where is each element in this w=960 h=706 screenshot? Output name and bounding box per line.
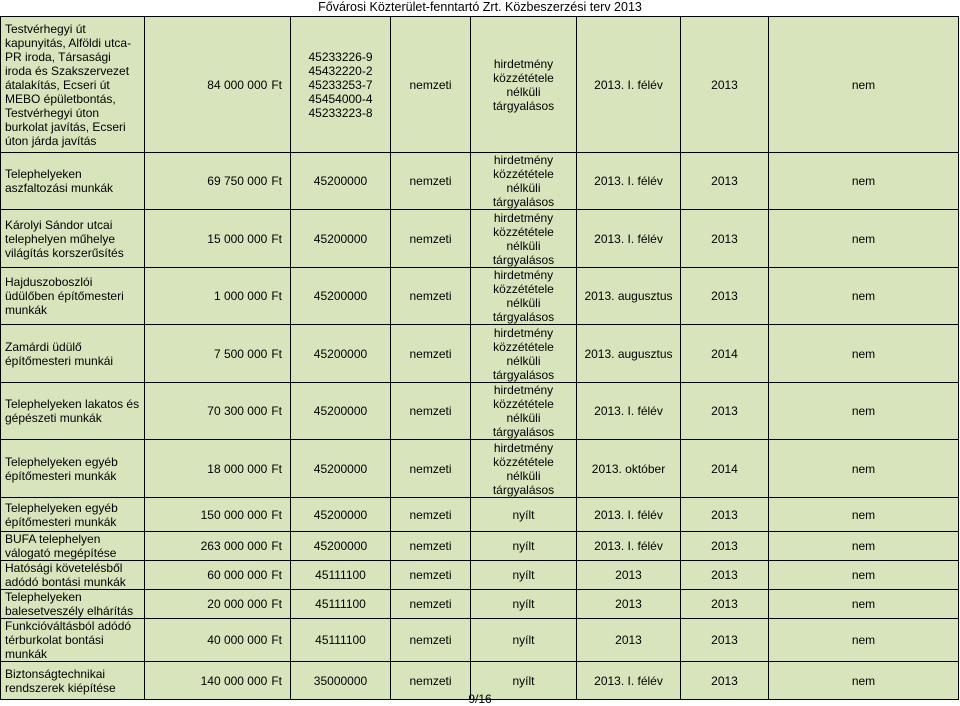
project-name-cell: Hajduszoboszlói üdülőben építőmesteri munkák — [1, 268, 145, 325]
end-year-cell: 2013 — [681, 153, 769, 210]
start-date-cell: 2013. I. félév — [577, 383, 681, 440]
procedure-cell: nyílt — [471, 662, 577, 700]
end-year-cell: 2013 — [681, 268, 769, 325]
amount-cell — [145, 498, 291, 532]
start-date-cell: 2013. I. félév — [577, 662, 681, 700]
project-name-cell: Telephelyeken aszfaltozási munkák — [1, 153, 145, 210]
currency-label: Ft — [271, 289, 282, 303]
amount-cell — [145, 153, 291, 210]
amount-cell — [145, 383, 291, 440]
amount-value: 1 000 000 — [213, 289, 268, 303]
flag-cell: nem — [769, 153, 959, 210]
flag-cell: nem — [769, 561, 959, 590]
table-row — [1, 383, 959, 440]
scope-cell: nemzeti — [391, 268, 471, 325]
scope-cell: nemzeti — [391, 383, 471, 440]
project-name-cell: Telephelyeken egyéb építőmesteri munkák — [1, 498, 145, 532]
scope-cell: nemzeti — [391, 17, 471, 153]
cpv-code-cell: 45111100 — [291, 561, 391, 590]
flag-cell: nem — [769, 619, 959, 662]
table-row — [1, 440, 959, 498]
project-name-cell: Hatósági követelésből adódó bontási munkák — [1, 561, 145, 590]
project-name-cell: Testvérhegyi út kapunyitás, Alföldi utca-PR iroda, Társasági iroda és Szakszervezet átalakítás, Ecseri út MEBO épületbontás, Testvérhegyi úton burkolat javítás, Ecseri úton járda javítás — [1, 17, 145, 153]
amount-value: 40 000 000 — [207, 633, 268, 647]
project-name-cell: Telephelyeken lakatos és gépészeti munkák — [1, 383, 145, 440]
table-row — [1, 210, 959, 268]
page-header: Fővárosi Közterület-fenntartó Zrt. Közbeszerzési terv 2013 — [318, 0, 642, 14]
flag-cell: nem — [769, 325, 959, 383]
amount-value: 60 000 000 — [207, 568, 268, 582]
currency-label: Ft — [271, 231, 282, 246]
cpv-code-cell: 45111100 — [291, 590, 391, 619]
procedure-cell: hirdetmény közzététele nélküli tárgyalásos — [471, 210, 577, 268]
procedure-cell: nyílt — [471, 532, 577, 561]
amount-cell — [145, 561, 291, 590]
start-date-cell: 2013. I. félév — [577, 17, 681, 153]
table-row — [1, 619, 959, 662]
flag-cell: nem — [769, 210, 959, 268]
amount-cell — [145, 619, 291, 662]
cpv-code-cell: 45200000 — [291, 383, 391, 440]
cpv-code-cell: 45200000 — [291, 268, 391, 325]
flag-cell: nem — [769, 532, 959, 561]
table-row — [1, 532, 959, 561]
currency-label: Ft — [271, 507, 282, 522]
start-date-cell: 2013 — [577, 619, 681, 662]
scope-cell: nemzeti — [391, 590, 471, 619]
currency-label: Ft — [271, 539, 282, 553]
end-year-cell: 2013 — [681, 662, 769, 700]
table-row — [1, 325, 959, 383]
project-name-cell: Zamárdi üdülő építőmesteri munkái — [1, 325, 145, 383]
procedure-cell: hirdetmény közzététele nélküli tárgyalásos — [471, 383, 577, 440]
scope-cell: nemzeti — [391, 532, 471, 561]
currency-label: Ft — [271, 633, 282, 647]
scope-cell: nemzeti — [391, 662, 471, 700]
amount-cell — [145, 210, 291, 268]
start-date-cell: 2013. I. félév — [577, 153, 681, 210]
currency-label: Ft — [271, 461, 282, 476]
procedure-cell: hirdetmény közzététele nélküli tárgyalásos — [471, 17, 577, 153]
currency-label: Ft — [271, 568, 282, 582]
end-year-cell: 2014 — [681, 440, 769, 498]
project-name-cell: Károlyi Sándor utcai telephelyen műhelye világítás korszerűsítés — [1, 210, 145, 268]
cpv-code-cell: 45233226-9 45432220-2 45233253-7 45454000-4 45233223-8 — [291, 17, 391, 153]
end-year-cell: 2013 — [681, 210, 769, 268]
start-date-cell: 2013 — [577, 590, 681, 619]
table-row — [1, 498, 959, 532]
flag-cell: nem — [769, 662, 959, 700]
start-date-cell: 2013. augusztus — [577, 325, 681, 383]
start-date-cell: 2013. I. félév — [577, 210, 681, 268]
currency-label: Ft — [271, 673, 282, 688]
procedure-cell: nyílt — [471, 619, 577, 662]
flag-cell: nem — [769, 383, 959, 440]
amount-value: 140 000 000 — [200, 673, 268, 688]
start-date-cell: 2013. I. félév — [577, 532, 681, 561]
start-date-cell: 2013 — [577, 561, 681, 590]
project-name-cell: Telephelyeken egyéb építőmesteri munkák — [1, 440, 145, 498]
start-date-cell: 2013. augusztus — [577, 268, 681, 325]
amount-value: 84 000 000 — [207, 77, 268, 92]
scope-cell: nemzeti — [391, 561, 471, 590]
cpv-code-cell: 45111100 — [291, 619, 391, 662]
project-name-cell: Biztonságtechnikai rendszerek kiépítése — [1, 662, 145, 700]
procedure-cell: nyílt — [471, 590, 577, 619]
end-year-cell: 2013 — [681, 498, 769, 532]
currency-label: Ft — [271, 174, 282, 188]
scope-cell: nemzeti — [391, 153, 471, 210]
cpv-code-cell: 45200000 — [291, 440, 391, 498]
project-name-cell: BUFA telephelyen válogató megépítése — [1, 532, 145, 561]
amount-cell — [145, 590, 291, 619]
currency-label: Ft — [271, 77, 282, 92]
end-year-cell: 2013 — [681, 17, 769, 153]
table-row — [1, 268, 959, 325]
currency-label: Ft — [271, 346, 282, 361]
procedure-cell: hirdetmény közzététele nélküli tárgyalásos — [471, 268, 577, 325]
currency-label: Ft — [271, 597, 282, 611]
table-body — [1, 17, 959, 700]
amount-value: 69 750 000 — [207, 174, 268, 188]
procedure-cell: hirdetmény közzététele nélküli tárgyalásos — [471, 440, 577, 498]
table-row — [1, 17, 959, 153]
amount-value: 7 500 000 — [213, 346, 268, 361]
cpv-code-cell: 45200000 — [291, 325, 391, 383]
procedure-cell: hirdetmény közzététele nélküli tárgyalásos — [471, 325, 577, 383]
amount-cell — [145, 532, 291, 561]
flag-cell: nem — [769, 590, 959, 619]
procedure-cell: nyílt — [471, 498, 577, 532]
table-row — [1, 561, 959, 590]
cpv-code-cell: 45200000 — [291, 153, 391, 210]
scope-cell: nemzeti — [391, 619, 471, 662]
end-year-cell: 2013 — [681, 383, 769, 440]
amount-value: 15 000 000 — [207, 231, 268, 246]
scope-cell: nemzeti — [391, 325, 471, 383]
amount-cell — [145, 325, 291, 383]
start-date-cell: 2013. október — [577, 440, 681, 498]
project-name-cell: Funkcióváltásból adódó térburkolat bontási munkák — [1, 619, 145, 662]
cpv-code-cell: 35000000 — [291, 662, 391, 700]
currency-label: Ft — [271, 404, 282, 418]
scope-cell: nemzeti — [391, 210, 471, 268]
cpv-code-cell: 45200000 — [291, 532, 391, 561]
amount-cell — [145, 17, 291, 153]
flag-cell: nem — [769, 440, 959, 498]
procedure-cell: nyílt — [471, 561, 577, 590]
end-year-cell: 2013 — [681, 561, 769, 590]
amount-cell — [145, 440, 291, 498]
flag-cell: nem — [769, 268, 959, 325]
cpv-code-cell: 45200000 — [291, 210, 391, 268]
cpv-code-cell: 45200000 — [291, 498, 391, 532]
amount-cell — [145, 268, 291, 325]
start-date-cell: 2013. I. félév — [577, 498, 681, 532]
amount-value: 150 000 000 — [200, 507, 268, 522]
flag-cell: nem — [769, 498, 959, 532]
end-year-cell: 2014 — [681, 325, 769, 383]
table-row — [1, 590, 959, 619]
end-year-cell: 2013 — [681, 619, 769, 662]
page-number: 9/16 — [468, 692, 492, 706]
table-row — [1, 153, 959, 210]
amount-value: 18 000 000 — [207, 461, 268, 476]
scope-cell: nemzeti — [391, 498, 471, 532]
procurement-table — [0, 16, 959, 700]
scope-cell: nemzeti — [391, 440, 471, 498]
end-year-cell: 2013 — [681, 532, 769, 561]
amount-value: 70 300 000 — [207, 404, 268, 418]
procedure-cell: hirdetmény közzététele nélküli tárgyalásos — [471, 153, 577, 210]
project-name-cell: Telephelyeken balesetveszély elhárítás — [1, 590, 145, 619]
flag-cell: nem — [769, 17, 959, 153]
end-year-cell: 2013 — [681, 590, 769, 619]
amount-value: 20 000 000 — [207, 597, 268, 611]
amount-value: 263 000 000 — [200, 539, 268, 553]
